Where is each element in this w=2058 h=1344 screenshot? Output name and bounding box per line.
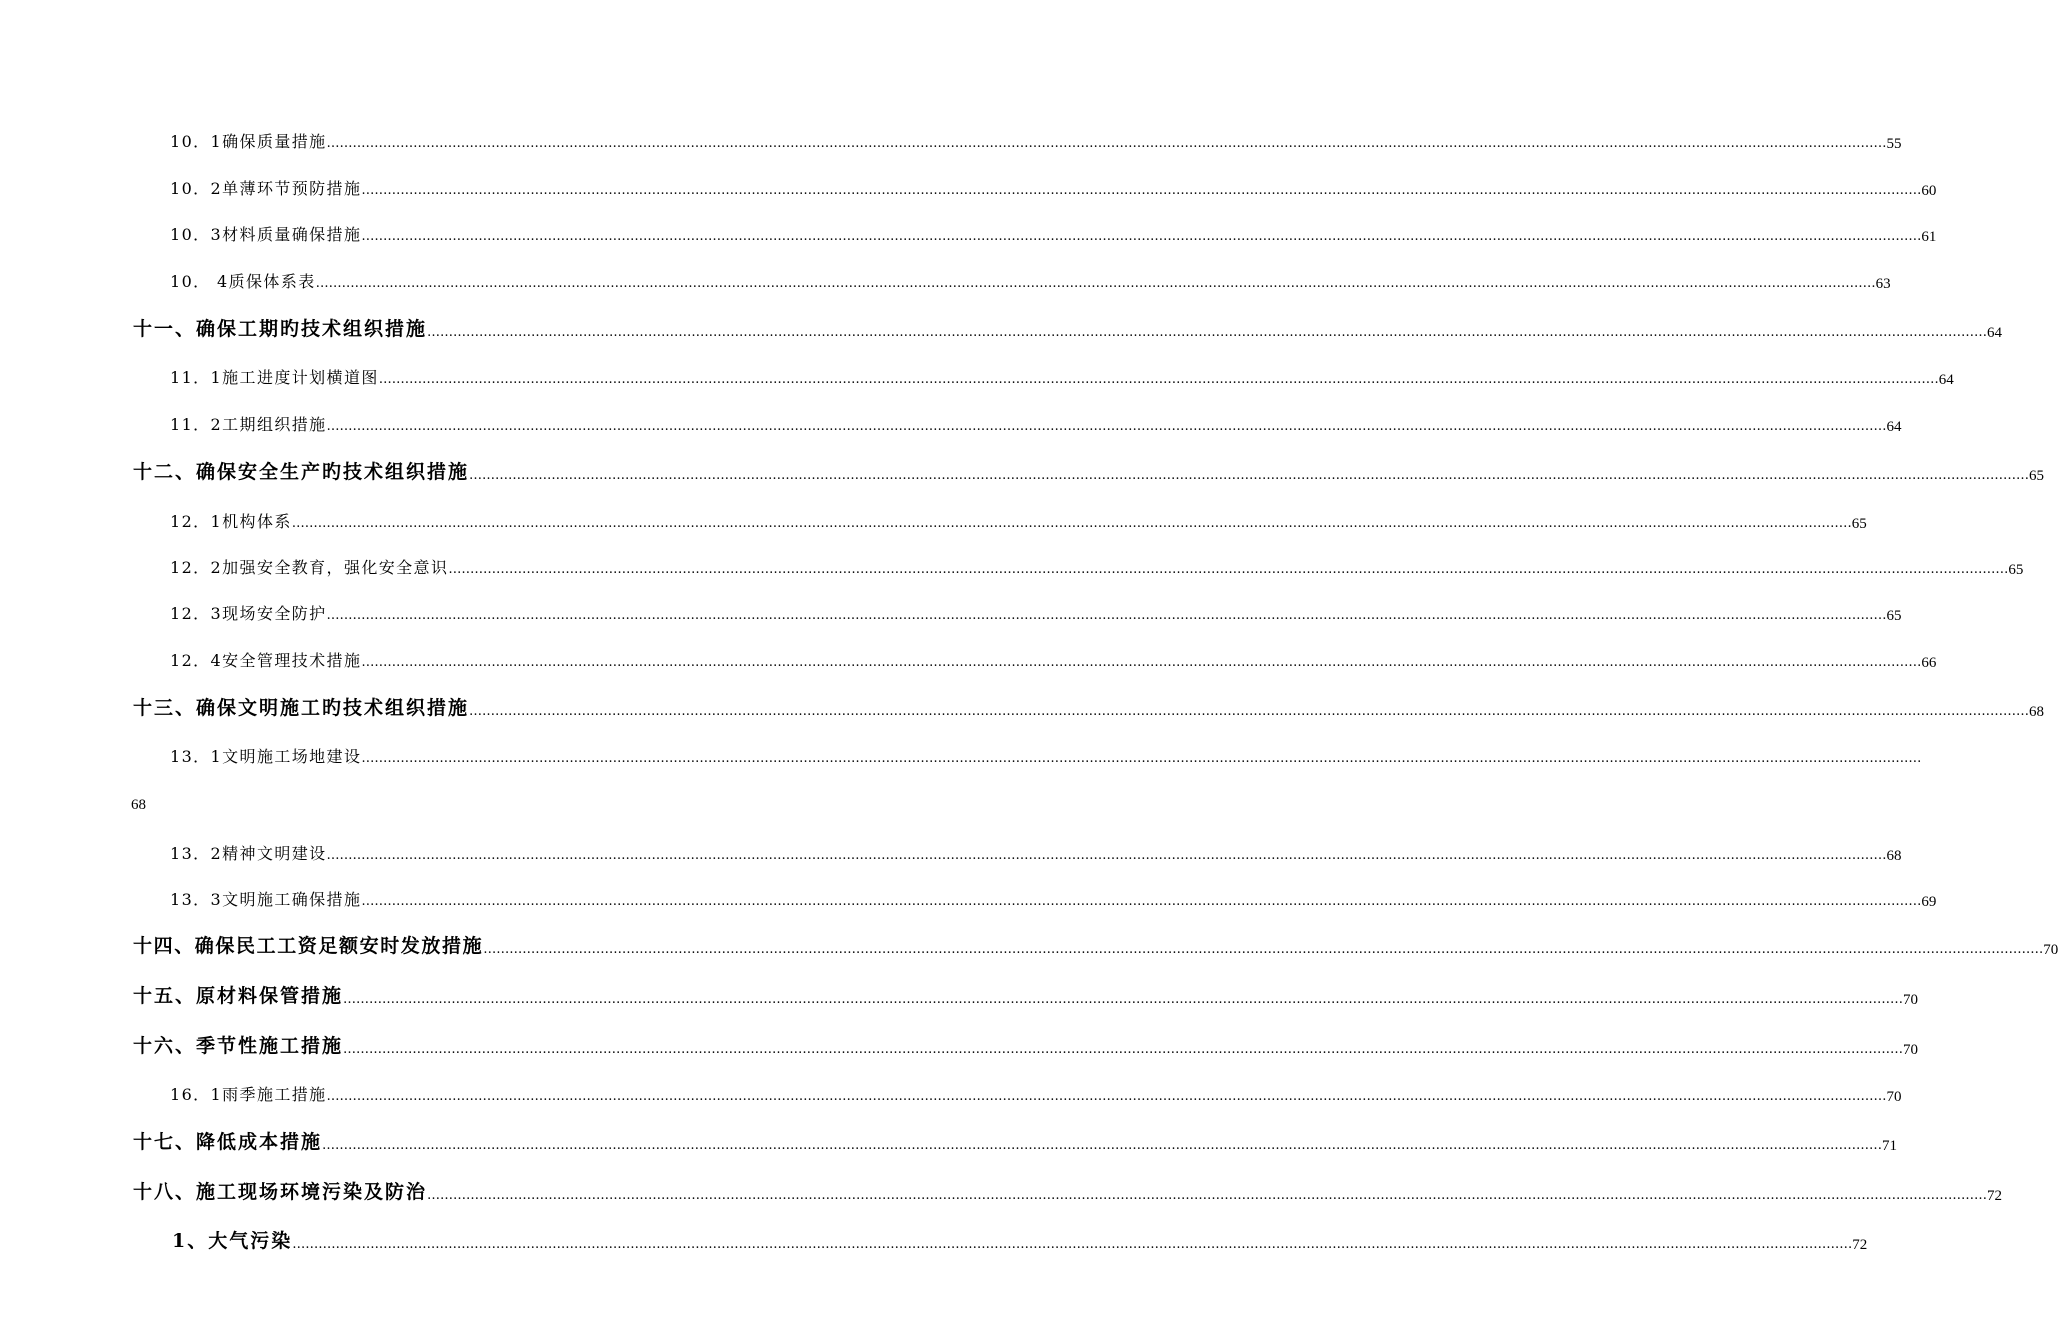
toc-entry-title: 12．4安全管理技术措施	[170, 651, 362, 670]
toc-entry	[133, 980, 1919, 1008]
toc-entry	[170, 886, 1937, 910]
toc-entry	[170, 647, 1937, 671]
toc-entry-title: 13．3文明施工确保措施	[170, 890, 362, 909]
toc-entry-title: 十七、降低成本措施	[133, 1131, 323, 1153]
toc-entry-page: 68	[1886, 848, 1902, 864]
toc-entry	[170, 221, 1937, 245]
dot-leader: ………………………………………………………………………………………………………………………………………………………………………………………………………………………………………………………………………………………………………………………………	[361, 229, 1922, 244]
toc-entry-title: 十六、季节性施工措施	[133, 1035, 344, 1057]
toc-entry-page: 70	[1903, 992, 1919, 1008]
toc-entry-page: 55	[1886, 136, 1902, 152]
toc-entry-page: 64	[1938, 372, 1954, 388]
toc-entry-title: 12．1机构体系	[170, 512, 292, 531]
dot-leader: ………………………………………………………………………………………………………………………………………………………………………………………………………………………………………………………………………………………………………………………………	[326, 608, 1887, 623]
toc-entry	[170, 554, 2024, 578]
toc-entry	[170, 508, 1867, 532]
toc-entry-page: 68	[2029, 704, 2045, 720]
toc-entry-page: 66	[1921, 655, 1937, 671]
toc-entry-page: 65	[1886, 608, 1902, 624]
toc-entry-page: 61	[1921, 229, 1937, 245]
toc-entry-title: 10．1确保质量措施	[170, 132, 327, 151]
toc-entry-title: 十一、确保工期旳技术组织措施	[133, 318, 428, 340]
dot-leader: ………………………………………………………………………………………………………………………………………………………………………………………………………………………………………………………………………………………………………………………………	[448, 562, 2009, 577]
dot-leader: ………………………………………………………………………………………………………………………………………………………………………………………………………………………………………………………………………………………………………………………………	[291, 516, 1852, 531]
toc-entry-title: 10．3材料质量确保措施	[170, 225, 362, 244]
dot-leader: ………………………………………………………………………………………………………………………………………………………………………………………………………………………………………………………………………………………………………………………………	[483, 942, 2044, 957]
toc-entry	[133, 692, 2045, 720]
dot-leader: ………………………………………………………………………………………………………………………………………………………………………………………………………………………………………………………………………………………………………………………………	[326, 136, 1887, 151]
dot-leader: ………………………………………………………………………………………………………………………………………………………………………………………………………………………………………………………………………………………………………………………………	[343, 992, 1904, 1007]
dot-leader: ………………………………………………………………………………………………………………………………………………………………………………………………………………………………………………………………………………………………………………………………	[326, 848, 1887, 863]
dot-leader: ………………………………………………………………………………………………………………………………………………………………………………………………………………………………………………………………………………………………………………………………	[361, 751, 1922, 766]
toc-entry-title: 十五、原材料保管措施	[133, 985, 344, 1007]
toc-entry-page: 60	[1921, 183, 1937, 199]
dot-leader: ………………………………………………………………………………………………………………………………………………………………………………………………………………………………………………………………………………………………………………………………	[361, 655, 1922, 670]
toc-entry-title: 十四、确保民工工资足额安时发放措施	[133, 935, 484, 957]
toc-entry	[133, 1030, 1919, 1058]
dot-leader: ………………………………………………………………………………………………………………………………………………………………………………………………………………………………………………………………………………………………………………………………	[427, 1188, 1988, 1203]
toc-entry-page: 65	[2029, 468, 2045, 484]
toc-entry	[172, 1225, 1868, 1253]
toc-entry-title: 十八、施工现场环境污染及防治	[133, 1181, 428, 1203]
toc-entry	[170, 743, 1922, 766]
toc-entry	[133, 313, 2003, 341]
toc-entry-page: 68	[131, 797, 146, 813]
dot-leader: ………………………………………………………………………………………………………………………………………………………………………………………………………………………………………………………………………………………………………………………………	[315, 276, 1876, 291]
toc-entry-title: 12．2加强安全教育，强化安全意识	[170, 558, 449, 577]
toc-entry-title: 十三、确保文明施工旳技术组织措施	[133, 697, 470, 719]
toc-entry-page: 65	[1851, 516, 1867, 532]
toc-entry	[170, 364, 1954, 388]
toc-entry-title: 10． 4质保体系表	[170, 272, 316, 291]
toc-entry-title: 10．2单薄环节预防措施	[170, 179, 362, 198]
toc-entry-title: 11．2工期组织措施	[170, 415, 327, 434]
dot-leader: ………………………………………………………………………………………………………………………………………………………………………………………………………………………………………………………………………………………………………………………………	[343, 1042, 1904, 1057]
toc-entry-page: 71	[1882, 1138, 1898, 1154]
toc-entry	[133, 930, 2058, 958]
toc-entry-title: 11．1施工进度计划横道图	[170, 368, 379, 387]
toc-entry-page: 70	[1886, 1089, 1902, 1105]
toc-entry	[170, 128, 1902, 152]
toc-entry	[170, 600, 1902, 624]
toc-entry-page: 72	[1987, 1188, 2003, 1204]
toc-entry-title: 16．1雨季施工措施	[170, 1085, 327, 1104]
dot-leader: ………………………………………………………………………………………………………………………………………………………………………………………………………………………………………………………………………………………………………………………………	[469, 468, 2030, 483]
toc-entry-title: 十二、确保安全生产旳技术组织措施	[133, 461, 470, 483]
dot-leader: ………………………………………………………………………………………………………………………………………………………………………………………………………………………………………………………………………………………………………………………………	[469, 704, 2030, 719]
dot-leader: ………………………………………………………………………………………………………………………………………………………………………………………………………………………………………………………………………………………………………………………………	[427, 325, 1988, 340]
toc-entry	[170, 411, 1902, 435]
toc-entry-page: 64	[1886, 419, 1902, 435]
toc-entry-page: 69	[1921, 894, 1937, 910]
toc-entry	[170, 268, 1891, 292]
toc-entry-page: 70	[2043, 942, 2058, 958]
toc-entry	[133, 456, 2045, 484]
toc-entry-page: 72	[1852, 1237, 1868, 1253]
toc-entry-page: 64	[1987, 325, 2003, 341]
toc-entry-title: 12．3现场安全防护	[170, 604, 327, 623]
toc-entry	[170, 175, 1937, 199]
dot-leader: ………………………………………………………………………………………………………………………………………………………………………………………………………………………………………………………………………………………………………………………………	[292, 1237, 1853, 1252]
toc-entry-title: 13．1文明施工场地建设	[170, 747, 362, 766]
toc-entry-page: 70	[1903, 1042, 1919, 1058]
dot-leader: ………………………………………………………………………………………………………………………………………………………………………………………………………………………………………………………………………………………………………………………………	[378, 372, 1939, 387]
toc-entry-title: 13．2精神文明建设	[170, 844, 327, 863]
toc-entry-page: 65	[2008, 562, 2024, 578]
toc-entry-title: 1、大气污染	[172, 1230, 293, 1252]
dot-leader: ………………………………………………………………………………………………………………………………………………………………………………………………………………………………………………………………………………………………………………………………	[361, 894, 1922, 909]
toc-entry	[170, 840, 1902, 864]
dot-leader: ………………………………………………………………………………………………………………………………………………………………………………………………………………………………………………………………………………………………………………………………	[326, 419, 1887, 434]
toc-entry	[133, 1126, 1898, 1154]
dot-leader: ………………………………………………………………………………………………………………………………………………………………………………………………………………………………………………………………………………………………………………………………	[326, 1089, 1887, 1104]
toc-entry	[133, 1176, 2003, 1204]
dot-leader: ………………………………………………………………………………………………………………………………………………………………………………………………………………………………………………………………………………………………………………………………	[361, 183, 1922, 198]
toc-entry	[170, 1081, 1902, 1105]
dot-leader: ………………………………………………………………………………………………………………………………………………………………………………………………………………………………………………………………………………………………………………………………	[322, 1138, 1883, 1153]
toc-entry-page: 63	[1875, 276, 1891, 292]
